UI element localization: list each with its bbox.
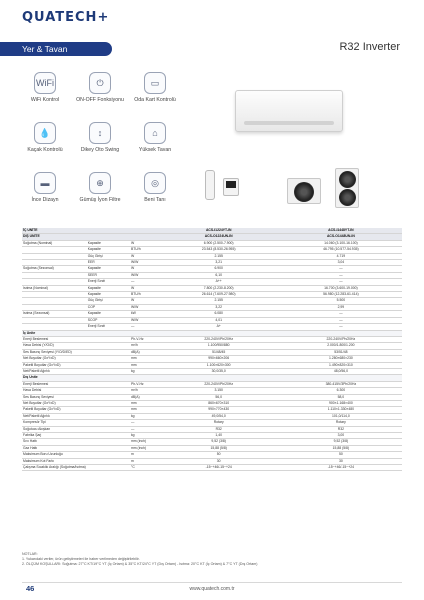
table-cell: Fabrika Şarj (22, 433, 87, 439)
key-card-icon: ▭ (144, 72, 166, 94)
table-cell: R32 (158, 426, 280, 432)
table-cell: ACS-O1448UN-IN (280, 234, 402, 240)
table-cell: m³/h (130, 343, 158, 349)
table-cell: Kapasite (87, 266, 130, 272)
table-cell: 1.100/950/880 (158, 343, 280, 349)
series-title: R32 Inverter (339, 41, 400, 53)
table-cell: — (130, 324, 158, 330)
table-cell: — (280, 279, 402, 285)
table-cell: -15~+46/-15~+24 (158, 465, 280, 471)
table-cell: 30,0/35,0 (158, 368, 280, 374)
table-cell: 49,0/54,0 (158, 413, 280, 419)
table-cell: 58,0 (280, 394, 402, 400)
table-cell: W (130, 253, 158, 259)
table-cell: 7.800 (2.230-8.200) (158, 285, 280, 291)
table-cell: mm (inch) (130, 439, 158, 445)
table-cell: 4,01 (158, 317, 280, 323)
table-cell: Kapasite (87, 285, 130, 291)
table-cell: Kapasite (87, 247, 130, 253)
table-cell: m (130, 452, 158, 458)
feature-power (75, 72, 125, 104)
table-cell: 15,88 (5/8) (280, 445, 402, 451)
table-cell: 2,99 (280, 304, 402, 310)
table-cell: Kapasite (87, 311, 130, 317)
table-cell: m (130, 458, 158, 464)
table-cell: İç Ünite (22, 330, 87, 336)
table-cell: 2.155 (158, 298, 280, 304)
footer-url: www.quatech.com.tr (189, 586, 235, 592)
table-cell: Hava Debisi (22, 388, 87, 394)
table-cell: 51/48/45 (158, 349, 280, 355)
table-cell: A++ (158, 279, 280, 285)
table-cell: ACS-I1224YT-IN (158, 228, 280, 234)
feature-ceiling (130, 122, 180, 154)
table-cell: 3,04 (280, 260, 402, 266)
table-cell: 50 (280, 452, 402, 458)
table-cell: Net/Paketli Ağırlık (22, 368, 87, 374)
table-cell: 990×660×206 (158, 356, 280, 362)
table-cell: W (130, 298, 158, 304)
feature-label: Kaçak Kontrolü (27, 147, 63, 153)
table-cell: Net Boyutlar (GxYxD) (22, 400, 87, 406)
swing-icon: ↕ (89, 122, 111, 144)
table-cell: Güç Girişi (87, 253, 130, 259)
table-cell: Soğutma (Sezonsal) (22, 266, 87, 272)
table-cell: 860×670×310 (158, 400, 280, 406)
table-cell: ACS-I1448YT-IN (280, 228, 402, 234)
table-cell: 23.543 (8.530-26.955) (158, 247, 280, 253)
indoor-unit-image (235, 90, 343, 132)
table-cell (87, 465, 130, 471)
feature-leak (20, 122, 70, 154)
table-cell: 1.110×1.330×480 (280, 407, 402, 413)
footer-divider (22, 582, 402, 583)
table-cell: 900×1.168×400 (280, 400, 402, 406)
fan-icon (339, 189, 356, 206)
table-cell: Maksimum Boru Uzunluğu (22, 452, 87, 458)
table-cell: Gaz Hattı (22, 445, 87, 451)
table-cell: A+ (158, 324, 280, 330)
table-cell: Ph-V-Hz (130, 336, 158, 342)
table-cell: mm (inch) (130, 445, 158, 451)
table-cell: 30 (280, 458, 402, 464)
table-cell: Paketli Boyutlar (GxYxD) (22, 362, 87, 368)
table-cell: 220-240V/Ph/20Hz (158, 336, 280, 342)
table-cell: BTU/h (130, 247, 158, 253)
table-cell: EER (87, 260, 130, 266)
table-cell: — (130, 279, 158, 285)
table-cell: 14.060 (3.100-16.100) (280, 240, 402, 246)
table-cell: ACS-O1224UN-IN (158, 234, 280, 240)
table-cell: 101,0/114,0 (280, 413, 402, 419)
table-cell: 2.155 (158, 253, 280, 259)
table-cell: 48,0/56,0 (280, 368, 402, 374)
feature-label: Dikey Oto Swing (80, 147, 120, 153)
table-cell: Dış Ünite (22, 375, 87, 381)
power-icon: ⏻ (89, 72, 111, 94)
table-cell: Isıtma (Sezonsal) (22, 311, 87, 317)
feature-label: Gümüş İyon Filtre (79, 197, 121, 203)
feature-label: Yüksek Tavan (138, 147, 172, 153)
table-cell: Enerji Sınıfı (87, 324, 130, 330)
feature-silent (130, 172, 180, 204)
table-cell: 9,52 (3/8) (158, 439, 280, 445)
page-number: 46 (26, 584, 35, 593)
fan-icon (339, 171, 356, 188)
table-cell: -15~+46/-15~+24 (280, 465, 402, 471)
table-cell: Enerji Sınıfı (87, 279, 130, 285)
table-cell: 2.000/1.800/1.200 (280, 343, 402, 349)
table-cell: W/W (130, 304, 158, 310)
table-cell: W (130, 240, 158, 246)
table-cell: SEER (87, 272, 130, 278)
table-cell: Maksimum Kot Farkı (22, 458, 87, 464)
table-cell: Sıvı Hattı (22, 439, 87, 445)
table-cell: 56,0 (158, 394, 280, 400)
ceiling-icon: ⌂ (144, 122, 166, 144)
table-cell: 220-240V/Ph/20Hz (280, 336, 402, 342)
feature-label: WiFi Kontrol (30, 97, 60, 103)
note-line: 2. ÖLÇÜM KOŞULLARI: Soğutma: 27°C KT/19°C YT (İç Ortam) & 35°C KT/24°C YT (Dış Ortam) - Isıtma: 20°C KT (İç Ortam) & 7°C YT (Dış Ortam) (22, 562, 258, 567)
table-cell: 9,52 (3/8) (280, 439, 402, 445)
category-banner: Yer & Tavan (0, 42, 112, 56)
table-cell: Kapasite (87, 240, 130, 246)
table-cell: Net/Paketli Ağırlık (22, 413, 87, 419)
table-row (22, 465, 402, 471)
table-cell: — (280, 311, 402, 317)
table-cell: İÇ ÜNİTE (22, 228, 87, 234)
controller-screen (226, 181, 236, 188)
feature-thin-design (20, 172, 70, 204)
table-cell: 6.900 (2.500-7.900) (158, 240, 280, 246)
table-cell: W (130, 266, 158, 272)
table-cell: 53/51/48 (280, 349, 402, 355)
table-cell: 6.900 (158, 266, 280, 272)
table-cell: — (280, 266, 402, 272)
table-cell: — (280, 317, 402, 323)
table-cell: 30 (158, 458, 280, 464)
feature-silver-ion (75, 172, 125, 204)
table-cell: 990×770×430 (158, 407, 280, 413)
table-cell: mm (130, 400, 158, 406)
table-cell: 56.980 (12.283-61.414) (280, 292, 402, 298)
table-cell: 220-240V/Ph/20Hz (158, 381, 280, 387)
table-cell: W/W (130, 317, 158, 323)
remote-control-image (205, 170, 215, 200)
brand-logo (22, 10, 109, 25)
logo-plus: + (97, 10, 110, 25)
table-cell: — (130, 420, 158, 426)
table-cell: 6,10 (158, 272, 280, 278)
table-cell: W (130, 285, 158, 291)
feature-label: ON-OFF Fonksiyonu (76, 97, 124, 103)
table-cell: — (280, 324, 402, 330)
table-cell: Paketli Boyutlar (GxYxD) (22, 407, 87, 413)
feature-key-card (130, 72, 180, 104)
table-cell: Güç Girişi (87, 298, 130, 304)
note-line: 1. Yukarıdaki veriler, ürün geliştirmeleri ile haber verilmeden değiştirilebilir. (22, 557, 140, 562)
table-cell: Kompresör Tipi (22, 420, 87, 426)
feature-wifi (20, 72, 70, 104)
outdoor-unit-small-image (287, 178, 321, 204)
air-outlet (244, 121, 334, 125)
table-cell: Soğutma (Nominal) (22, 240, 87, 246)
table-cell: — (280, 272, 402, 278)
table-cell: COP (87, 304, 130, 310)
feature-label: İnce Dizayn (31, 197, 59, 203)
spec-table (22, 228, 402, 471)
table-cell: W/W (130, 272, 158, 278)
silver-ion-filter-icon: ⊕ (89, 172, 111, 194)
table-cell: 16.700 (3.600-19.000) (280, 285, 402, 291)
table-cell: Soğutucu Akışkan (22, 426, 87, 432)
logo-text: QUATECH (22, 10, 98, 25)
notes-title: NOTLAR: (22, 552, 38, 556)
table-cell: BTU/h (130, 292, 158, 298)
table-cell: mm (130, 356, 158, 362)
table-cell: 380-415V/3Ph/20Hz (280, 381, 402, 387)
table-cell: kg (130, 368, 158, 374)
table-cell: 6.300 (280, 388, 402, 394)
table-cell: 1.280×680×230 (280, 356, 402, 362)
table-cell: Enerji Beslemesi (22, 336, 87, 342)
table-cell: Ses Basınç Seviyesi (Y/O/D/ED) (22, 349, 87, 355)
table-cell: SCOP (87, 317, 130, 323)
table-cell: 6.080 (158, 311, 280, 317)
table-cell: 5.500 (280, 298, 402, 304)
table-cell: 3,22 (158, 304, 280, 310)
table-cell: 1.100×620×300 (158, 362, 280, 368)
table-cell: m³/h (130, 388, 158, 394)
table-cell: Ph-V-Hz (130, 381, 158, 387)
table-cell: 3,21 (158, 260, 280, 266)
fan-icon (294, 182, 314, 202)
table-cell: 3.150 (158, 388, 280, 394)
table-cell: 50 (158, 452, 280, 458)
table-cell: kW (130, 311, 158, 317)
table-cell: 1,40 (158, 433, 280, 439)
table-cell: Rotary (158, 420, 280, 426)
table-cell: dB(A) (130, 394, 158, 400)
table-cell: 1.490×820×310 (280, 362, 402, 368)
thin-design-icon: ▬ (34, 172, 56, 194)
table-cell: Çalışma Sıcaklık Aralığı (Soğutma/Isıtma) (23, 465, 86, 470)
table-cell: Enerji Beslemesi (22, 381, 87, 387)
table-cell: 3,00 (280, 433, 402, 439)
feature-swing (75, 122, 125, 154)
table-cell: mm (130, 407, 158, 413)
table-cell: Rotary (280, 420, 402, 426)
table-cell: Kapasite (87, 292, 130, 298)
table-cell: Ses Basınç Seviyesi (22, 394, 87, 400)
wired-controller-image (223, 178, 239, 196)
feature-label: Oda Kart Kontrolü (134, 97, 176, 103)
table-cell: Isıtma (Nominal) (22, 285, 87, 291)
feature-label: Beni Tanı (144, 197, 166, 203)
table-cell: kg (130, 413, 158, 419)
table-cell: °C (130, 465, 158, 471)
leak-icon: 💧 (34, 122, 56, 144)
table-cell: — (130, 426, 158, 432)
table-cell: 15,88 (5/8) (158, 445, 280, 451)
outdoor-unit-large-image (335, 168, 359, 208)
table-cell: dB(A) (130, 349, 158, 355)
table-cell: Hava Debisi (Y/O/D) (22, 343, 87, 349)
table-cell: Net Boyutlar (GxYxD) (22, 356, 87, 362)
product-images (195, 70, 395, 220)
silent-icon: ◎ (144, 172, 166, 194)
notes (22, 552, 402, 568)
table-cell: DIŞ ÜNİTE (22, 234, 87, 240)
table-cell: kg (130, 433, 158, 439)
table-cell: mm (130, 362, 158, 368)
table-cell: R32 (280, 426, 402, 432)
table-cell: 26.614 (7.609-27.980) (158, 292, 280, 298)
table-cell: W/W (130, 260, 158, 266)
table-cell: 4.719 (280, 253, 402, 259)
wifi-icon: WiFi (34, 72, 56, 94)
table-cell: 46.795 (10.577-54.935) (280, 247, 402, 253)
